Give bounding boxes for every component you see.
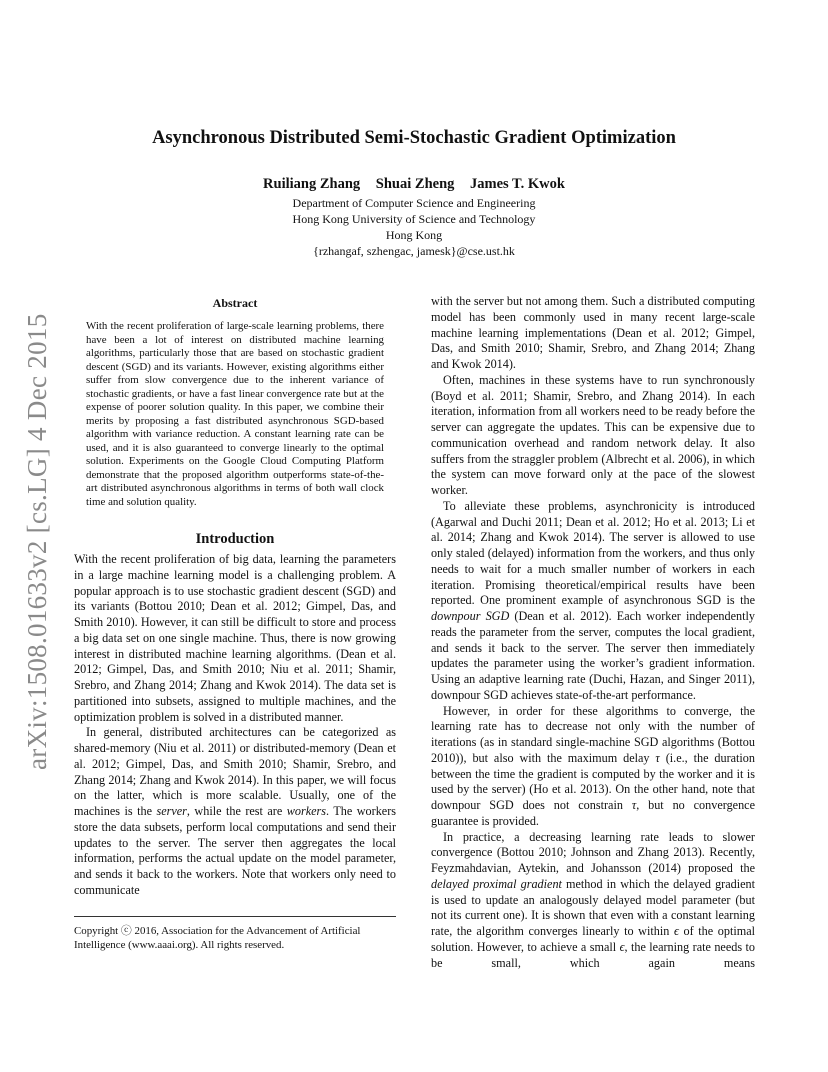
emphasis-server: server [156,804,187,818]
text-run: In practice, a decreasing learning rate leads to slower convergence (Bottou 2010; Johnson and Zhang 2013). Recently, Feyzmahdavian, Aytekin, and Johansson (2014) proposed the [431,829,755,875]
intro-paragraph-1: With the recent proliferation of big data, learning the parameters in a large machine learning model is a challenging problem. A popular approach is to use stochastic gradient descent (SGD) and its variants (Bottou 2010; Dean et al. 2012; Gimpel, Das, and Smith 2010). However, it can still be difficult to store and process a big data set on one single machine. Thus, there is now growing interest in distributed machine learning algorithms. (Dean et al. 2012; Gimpel, Das, and Smith 2010; Niu et al. 2011; Shamir, Srebro, and Zhang 2014; Zhang and Kwok 2014). The data set is partitioned into subsets, assigned to multiple machines, and the optimization problem is solved in a distributed manner. [74,552,396,724]
math-tau: τ [631,798,637,812]
math-epsilon: ϵ [673,924,679,938]
abstract-heading: Abstract [212,296,258,310]
text-run: of the optimal solution. However, to achieve a small [431,924,756,954]
text-run: (i.e., the duration between the time the gradient is computed by the worker and it is used by the server) (Ho et al. 2013). On the other hand, note that downpour SGD does not constrain [431,750,755,812]
introduction-heading: Introduction [195,531,275,547]
author-name: Ruiliang Zhang [263,176,361,192]
affiliation-department: Department of Computer Science and Engineering [292,196,536,210]
affiliation-location: Hong Kong [385,228,443,242]
author-emails: {rzhangaf, szhengac, jamesk}@cse.ust.hk [313,244,515,258]
intro-paragraph-5 [431,499,755,704]
affiliation-university: Hong Kong University of Science and Technology [292,212,536,226]
intro-paragraph-7 [431,830,755,972]
emphasis-downpour-sgd: downpour SGD [431,609,510,623]
left-column [74,296,396,899]
intro-paragraph-2 [74,725,396,898]
affiliation-block [0,195,828,259]
text-run: However, in order for these algorithms to converge, the learning rate has to decrease not only with the number of iterations (as in standard single-machine SGD algorithms (Bottou 2010)), but also with the maximum delay [431,703,755,765]
text-run: (Dean et al. 2012). Each worker independently reads the parameter from the server, computes the local gradient, and sends it back to the server. The server then immediately updates the parameter using the worker’s gradient information. Using an adaptive learning rate (Duchi, Hazan, and Singer 2011), downpour SGD achieves state-of-the-art performance. [431,609,755,702]
intro-paragraph-4: Often, machines in these systems have to run synchronously (Boyd et al. 2011; Shamir, Srebro, and Zhang 2014). In each iteration, information from all workers need to be ready before the server can aggregate the updates. This can be expensive due to communication overhead and random network delay. It also suffers from the straggler problem (Albrecht et al. 2006), in which the system can move forward only at the pace of the slowest worker. [431,372,755,497]
author-list [0,176,828,193]
math-tau: τ [655,750,660,765]
text-run: In general, distributed architectures can be categorized as shared-memory (Niu et al. 2011) or distributed-memory (Dean et al. 2012; Gimpel, Das, and Smith 2010; Shamir, Srebro, and Zhang 2014; Zhang and Kwok 2014). In this paper, we will focus on the latter, which is more scalable. Usually, one of the machines is the [74,725,396,818]
text-run: , but no convergence guarantee is provided. [431,798,755,828]
author-name: James T. Kwok [470,176,565,192]
text-run: method in which the delayed gradient is used to update an analogously delayed model parameter (but not its current one). It is shown that even with a constant learning rate, the algorithm converges linearly to within [431,876,756,938]
intro-paragraph-3: with the server but not among them. Such a distributed computing model has been commonly used in many recent large-scale machine learning implementations (Dean et al. 2012; Gimpel, Das, and Smith 2010; Shamir, Srebro, and Zhang 2014; Zhang and Kwok 2014). [431,294,755,371]
text-run: , while the rest are [186,804,287,818]
emphasis-delayed-proximal-gradient: delayed proximal gradient [431,876,562,891]
emphasis-workers: workers [286,804,327,818]
intro-paragraph-6 [431,704,755,830]
abstract-body: With the recent proliferation of large-scale learning problems, there have been a lot of interest on distributed machine learning algorithms, particularly those that are based on stochastic gradient descent (SGD) and its variants. However, existing algorithms either suffer from slow convergence due to the inherent variance of stochastic gradients, or have a fast linear convergence rate but at the expense of poorer solution quality. In this paper, we combine their merits by proposing a fast distributed asynchronous SGD-based algorithm with variance reduction. A constant learning rate can be used, and it is also guaranteed to converge linearly to the optimal solution. Experiments on the Google Cloud Computing Platform demonstrate that the proposed algorithm outperforms state-of-the-art distributed asynchronous algorithms in terms of both wall clock time and solution quality. [86,320,384,508]
copyright-text: Copyright ⓒ 2016, Association for the Advancement of Artificial Intelligence (www.aaai.org). All rights reserved. [74,925,361,951]
text-run: . The workers store the data subsets, perform local computations and send their updates to the server. The server then aggregates the local information, performs the actual update on the model parameter, and sends it back to the workers. Note that workers only need to communicate [74,804,396,897]
math-epsilon: ϵ [619,939,625,954]
author-name: Shuai Zheng [375,176,455,192]
text-run: To alleviate these problems, asynchronicity is introduced (Agarwal and Duchi 2011; Dean et al. 2012; Ho et al. 2013; Li et al. 2014; Zhang and Kwok 2014). The server is allowed to use only staled (delayed) information from the workers, and thus only needs to wait for a much smaller number of workers in each iteration. Promising theoretical/empirical results have been reported. One prominent example of asynchronous SGD is the [431,498,755,608]
right-column [431,294,755,971]
text-run: , the learning rate needs to be small, which again means [431,939,755,970]
paper-title: Asynchronous Distributed Semi-Stochastic Gradient Optimization [152,128,676,148]
copyright-footnote [74,916,396,952]
